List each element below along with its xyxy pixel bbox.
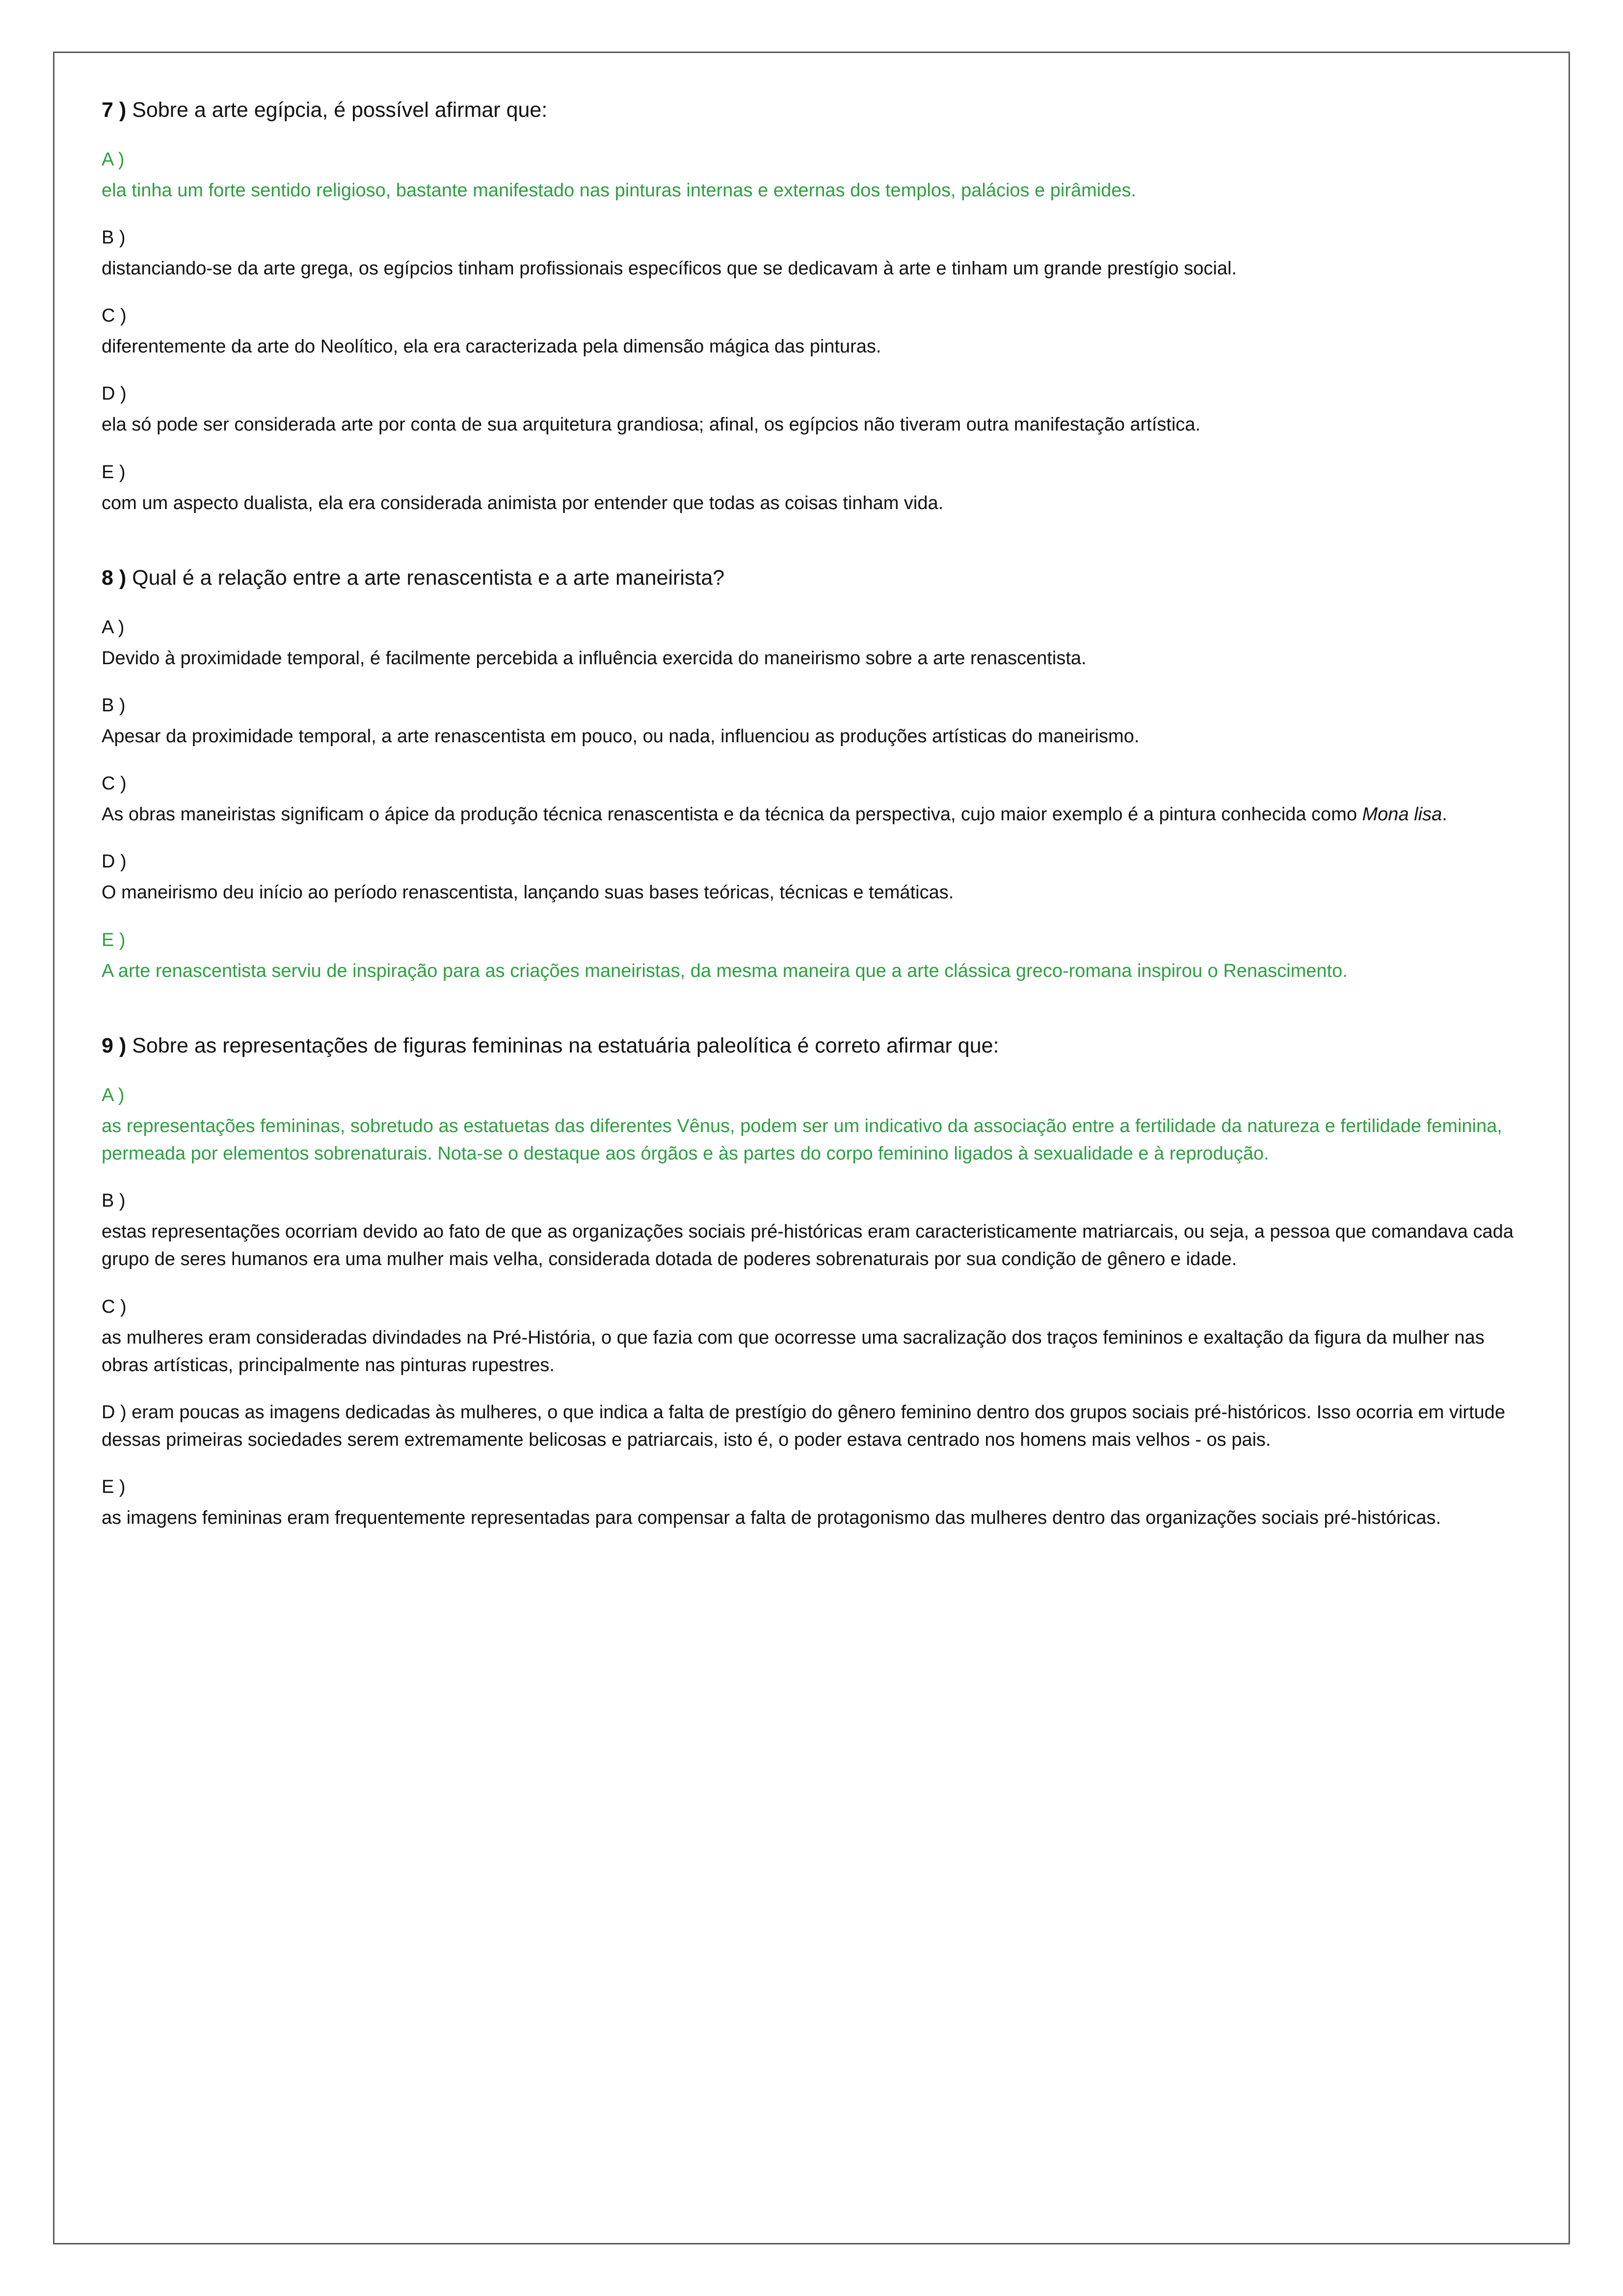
option-letter-7-e: E ) <box>102 461 126 483</box>
option-text-8-c-post: . <box>1442 804 1447 825</box>
option-7-e[interactable] <box>102 459 1521 517</box>
option-letter-8-c: C ) <box>102 773 127 794</box>
option-7-a[interactable] <box>102 146 1521 204</box>
option-8-b[interactable] <box>102 692 1521 750</box>
option-letter-7-b: B ) <box>102 227 126 248</box>
question-text-9: Sobre as representações de figuras femininas na estatuária paleolítica é correto afirmar que: <box>132 1033 999 1057</box>
question-number-7: 7 ) <box>102 98 127 122</box>
question-block-9 <box>102 1032 1521 1532</box>
option-8-a[interactable] <box>102 614 1521 672</box>
option-text-8-e: A arte renascentista serviu de inspiração para as criações maneiristas, da mesma maneira que a arte clássica greco-romana inspirou o Renascimento. <box>102 960 1348 981</box>
option-text-8-c-italic: Mona lisa <box>1362 804 1442 825</box>
option-text-9-d-body: eram poucas as imagens dedicadas às mulheres, o que indica a falta de prestígio do gênero feminino dentro dos grupos sociais pré-históricos. Isso ocorria em virtude dessas primeiras sociedades serem extremamente belicosas e patriarcais, isto é, o poder estava centrado nos homens mais velhos - os pais. <box>102 1402 1505 1451</box>
option-text-8-d: O maneirismo deu início ao período renascentista, lançando suas bases teóricas, técnicas e temáticas. <box>102 882 954 903</box>
option-text-8-c-pre: As obras maneiristas significam o ápice da produção técnica renascentista e da técnica da perspectiva, cujo maior exemplo é a pintura conhecida como <box>102 804 1362 825</box>
option-8-d[interactable] <box>102 848 1521 906</box>
option-letter-8-e: E ) <box>102 929 126 950</box>
option-text-8-a: Devido à proximidade temporal, é facilmente percebida a influência exercida do maneirismo sobre a arte renascentista. <box>102 648 1087 669</box>
option-letter-7-a: A ) <box>102 149 125 170</box>
question-title-7 <box>102 96 1521 124</box>
option-9-b[interactable] <box>102 1187 1521 1273</box>
option-text-7-d: ela só pode ser considerada arte por conta de sua arquitetura grandiosa; afinal, os egípcios não tiveram outra manifestação artística. <box>102 414 1201 435</box>
option-text-8-c <box>102 801 1521 828</box>
option-letter-9-d: D ) <box>102 1402 127 1423</box>
option-7-d[interactable] <box>102 380 1521 438</box>
question-number-8: 8 ) <box>102 566 127 590</box>
option-9-e[interactable] <box>102 1473 1521 1532</box>
option-text-7-a: ela tinha um forte sentido religioso, bastante manifestado nas pinturas internas e externas dos templos, palácios e pirâmides. <box>102 180 1137 201</box>
option-text-9-b: estas representações ocorriam devido ao fato de que as organizações sociais pré-históricas eram caracteristicamente matriarcais, ou seja, a pessoa que comandava cada grupo de seres humanos era uma mulher mais velha, considerada dotada de poderes sobrenaturais por sua condição de gênero e idade. <box>102 1221 1514 1270</box>
option-letter-8-d: D ) <box>102 851 127 872</box>
option-letter-8-b: B ) <box>102 695 126 716</box>
question-title-9 <box>102 1032 1521 1060</box>
option-7-b[interactable] <box>102 224 1521 282</box>
option-8-e[interactable] <box>102 926 1521 985</box>
option-letter-7-c: C ) <box>102 305 127 326</box>
question-number-9: 9 ) <box>102 1033 127 1057</box>
option-letter-7-d: D ) <box>102 383 127 405</box>
option-letter-8-a: A ) <box>102 617 125 638</box>
option-letter-9-a: A ) <box>102 1084 125 1106</box>
option-text-9-d <box>102 1402 1505 1450</box>
exam-sheet <box>53 52 1570 2244</box>
option-9-c[interactable] <box>102 1293 1521 1379</box>
question-block-8 <box>102 564 1521 985</box>
option-8-c[interactable] <box>102 770 1521 828</box>
option-text-7-e: com um aspecto dualista, ela era considerada animista por entender que todas as coisas tinham vida. <box>102 492 944 513</box>
option-9-d[interactable] <box>102 1399 1521 1454</box>
option-text-9-a: as representações femininas, sobretudo as estatuetas das diferentes Vênus, podem ser um indicativo da associação entre a fertilidade da natureza e fertilidade feminina, permeada por elementos sobrenaturais. Nota-se o destaque aos órgãos e às partes do corpo feminino ligados à sexualidade e à reprodução. <box>102 1115 1502 1164</box>
option-9-a[interactable] <box>102 1081 1521 1167</box>
option-text-9-e: as imagens femininas eram frequentemente representadas para compensar a falta de protagonismo das mulheres dentro das organizações sociais pré-históricas. <box>102 1508 1441 1529</box>
option-text-8-b: Apesar da proximidade temporal, a arte renascentista em pouco, ou nada, influenciou as produções artísticas do maneirismo. <box>102 726 1140 747</box>
option-text-7-b: distanciando-se da arte grega, os egípcios tinham profissionais específicos que se dedicavam à arte e tinham um grande prestígio social. <box>102 258 1237 279</box>
question-title-8 <box>102 564 1521 592</box>
option-text-9-c: as mulheres eram consideradas divindades na Pré-História, o que fazia com que ocorresse uma sacralização dos traços femininos e exaltação da figura da mulher nas obras artísticas, principalmente nas pinturas rupestres. <box>102 1327 1485 1376</box>
option-letter-9-b: B ) <box>102 1190 126 1212</box>
question-block-7 <box>102 96 1521 517</box>
option-text-7-c: diferentemente da arte do Neolítico, ela era caracterizada pela dimensão mágica das pinturas. <box>102 336 881 357</box>
option-letter-9-e: E ) <box>102 1477 126 1498</box>
question-text-8: Qual é a relação entre a arte renascentista e a arte maneirista? <box>132 566 725 590</box>
option-letter-9-c: C ) <box>102 1296 127 1317</box>
option-7-c[interactable] <box>102 302 1521 360</box>
question-text-7: Sobre a arte egípcia, é possível afirmar que: <box>132 98 548 122</box>
